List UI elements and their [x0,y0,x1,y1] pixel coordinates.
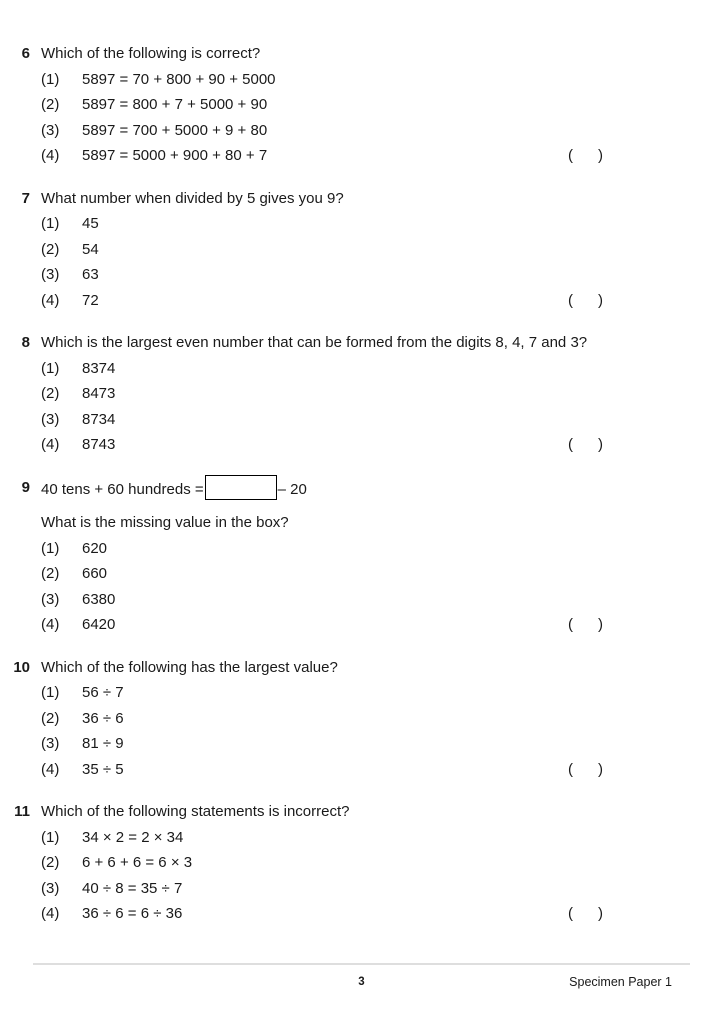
question [0,799,724,927]
option-label: (2) [41,565,60,582]
question-stem-after-box: – 20 [277,480,307,498]
option-row[interactable] [0,118,724,144]
option-row[interactable] [0,356,724,382]
question-number: 10 [13,658,30,676]
option-row[interactable] [0,825,724,851]
option-row[interactable] [0,901,724,927]
option-text: 54 [82,240,99,258]
option-label: (4) [41,291,60,309]
option-text: 56 ÷ 7 [82,684,124,701]
option-row[interactable] [0,262,724,288]
option-text: 34 × 2 = 2 × 34 [82,828,184,846]
answer-bracket[interactable]: ( ) [568,147,603,164]
option-list [0,536,724,638]
option-text: 8374 [82,359,116,377]
option-row[interactable] [0,587,724,613]
option-text: 8473 [82,385,116,402]
option-row[interactable] [0,67,724,93]
option-label: (3) [41,410,60,428]
option-label: (1) [41,359,60,377]
answer-bracket[interactable]: ( ) [568,760,603,778]
option-label: (1) [41,215,60,232]
page-footer [33,963,690,1004]
option-label: (2) [41,709,60,727]
option-label: (1) [41,828,60,846]
option-text: 8743 [82,436,116,453]
question-stem: Which is the largest even number that can be formed from the digits 8, 4, 7 and 3? [41,334,588,351]
option-text: 6420 [82,616,116,633]
option-row[interactable] [0,211,724,237]
question [0,330,724,458]
option-list [0,67,724,169]
option-row[interactable] [0,731,724,757]
option-row[interactable] [0,407,724,433]
answer-bracket[interactable]: ( ) [568,616,603,633]
question-stem: Which of the following is correct? [41,45,261,62]
option-label: (3) [41,879,60,897]
option-row[interactable] [0,757,724,783]
question [0,41,724,169]
option-text: 5897 = 800 + 7 + 5000 + 90 [82,96,268,113]
option-list [0,825,724,927]
missing-value-box[interactable] [205,475,277,500]
option-list [0,356,724,458]
option-text: 45 [82,215,99,232]
question-stem [41,475,724,503]
footer-row [33,974,690,1004]
question-stem: What number when divided by 5 gives you 9? [41,189,344,207]
option-text: 6 + 6 + 6 = 6 × 3 [82,854,193,871]
question-number: 9 [21,478,30,496]
option-text: 36 ÷ 6 = 6 ÷ 36 [82,905,183,922]
option-row[interactable] [0,850,724,876]
option-text: 5897 = 700 + 5000 + 9 + 80 [82,121,268,139]
option-label: (2) [41,854,60,871]
question-stem-wrap [30,799,724,825]
option-row[interactable] [0,288,724,314]
question-head [0,475,724,536]
question-head [0,655,724,681]
question-stem-wrap [30,186,724,212]
option-text: 5897 = 70 + 800 + 90 + 5000 [82,70,276,88]
option-text: 81 ÷ 9 [82,735,124,752]
question [0,186,724,314]
option-label: (1) [41,539,60,557]
option-label: (3) [41,121,60,139]
option-label: (2) [41,240,60,258]
question-stem-before-box: 40 tens + 60 hundreds = [41,480,204,498]
option-text: 40 ÷ 8 = 35 ÷ 7 [82,879,183,897]
option-label: (4) [41,616,60,633]
question-stem-secondary-line: What is the missing value in the box? [41,514,289,531]
question-number: 6 [21,45,30,62]
option-label: (4) [41,147,60,164]
option-label: (4) [41,905,60,922]
option-text: 8734 [82,410,116,428]
option-text: 72 [82,291,99,309]
question-head [0,41,724,67]
question-stem-wrap [30,655,724,681]
paper-label: Specimen Paper 1 [569,975,672,989]
option-label: (4) [41,760,60,778]
question-stem-wrap [30,41,724,67]
option-text: 660 [82,565,108,582]
option-label: (3) [41,735,60,752]
option-text: 63 [82,266,99,283]
option-row[interactable] [0,876,724,902]
option-row[interactable] [0,143,724,169]
question-head [0,330,724,356]
option-row[interactable] [0,536,724,562]
option-row[interactable] [0,432,724,458]
option-row[interactable] [0,237,724,263]
question-stem-wrap [30,330,724,356]
option-list [0,211,724,313]
option-row[interactable] [0,561,724,587]
page-number: 3 [358,976,365,988]
option-label: (2) [41,385,60,402]
option-text: 6380 [82,590,116,608]
option-row[interactable] [0,680,724,706]
option-text: 35 ÷ 5 [82,760,124,778]
answer-bracket[interactable]: ( ) [568,291,603,309]
option-list [0,680,724,782]
question-list [0,41,724,944]
question-stem-wrap [30,475,724,536]
option-label: (1) [41,684,60,701]
option-text: 620 [82,539,108,557]
question-head [0,186,724,212]
question-head [0,799,724,825]
option-row[interactable] [0,612,724,638]
question [0,475,724,638]
question-number: 8 [21,334,30,351]
question-stem: Which of the following statements is incorrect? [41,803,350,820]
answer-bracket[interactable]: ( ) [568,905,603,922]
option-label: (3) [41,590,60,608]
option-label: (2) [41,96,60,113]
footer-divider [33,963,690,965]
option-label: (1) [41,70,60,88]
option-text: 5897 = 5000 + 900 + 80 + 7 [82,147,268,164]
option-row[interactable] [0,381,724,407]
option-text: 36 ÷ 6 [82,709,124,727]
option-label: (4) [41,436,60,453]
option-row[interactable] [0,706,724,732]
question-stem: Which of the following has the largest value? [41,658,338,676]
question-number: 11 [14,803,30,820]
question [0,655,724,783]
question-number: 7 [21,189,30,207]
option-row[interactable] [0,92,724,118]
answer-bracket[interactable]: ( ) [568,436,603,453]
option-label: (3) [41,266,60,283]
